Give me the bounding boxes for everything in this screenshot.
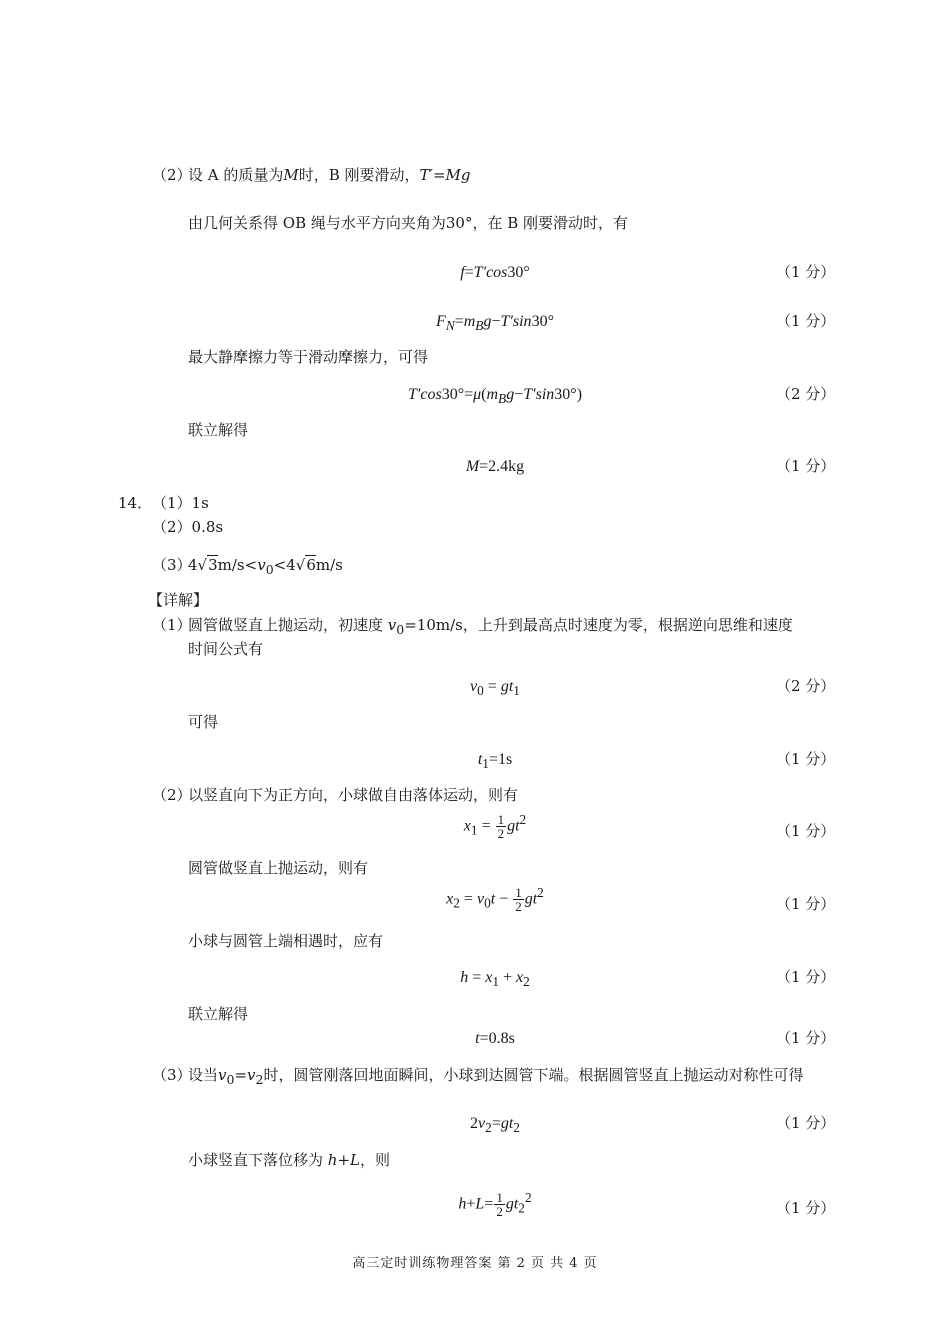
answer-3-label: （3） — [152, 556, 192, 574]
score: （1 分） — [776, 895, 836, 913]
drop-text: 小球竖直下落位移为 h+L，则 — [188, 1151, 391, 1169]
part-label: （1） — [152, 616, 192, 634]
get-text: 可得 — [188, 713, 219, 731]
equation-t1: $t_1=1s$ — [477, 751, 513, 772]
part3-text: 设当$v_0=v_2$时，圆管刚落回地面瞬间，小球到达圆管下端。根据圆管竖直上抛运动对称性可得 — [188, 1066, 804, 1087]
equation-balance: $T'\cos 30^\circ=\mu(m_Bg-T'\sin 30^\circ)$ — [407, 386, 583, 407]
equation-t-result: t=0.8s — [475, 1030, 515, 1047]
part-label: （3） — [152, 1066, 192, 1084]
part-label: （2） — [152, 166, 192, 184]
answer-3: $4√3m/s<v_0<4√6m/s$ — [188, 556, 343, 577]
score: （1 分） — [776, 1199, 836, 1217]
question-number: 14． — [118, 494, 153, 512]
equation-normal-force: $F_N=m_Bg-T'\sin 30^\circ$ — [436, 313, 554, 334]
score: （1 分） — [776, 968, 836, 986]
part1-text-line1: 圆管做竖直上抛运动，初速度 $v_0=10m/s$，上升到最高点时速度为零，根据逆向思维和速度 — [188, 616, 793, 637]
detail-heading: 【详解】 — [148, 591, 209, 609]
score: （2 分） — [776, 385, 836, 403]
solve-text: 联立解得 — [188, 421, 249, 439]
solve-text: 联立解得 — [188, 1005, 249, 1023]
equation-h-plus-L: h+L= $\frac{1}{2}$ $gt_2^2$ — [458, 1189, 532, 1220]
answer-1: （1）1s — [152, 494, 209, 512]
tube-text: 圆管做竖直上抛运动，则有 — [188, 859, 369, 877]
part-label: （2） — [152, 786, 192, 804]
friction-text: 最大静摩擦力等于滑动摩擦力，可得 — [188, 348, 429, 366]
equation-v0: $v_0 = gt_1$ — [470, 678, 520, 699]
score: （1 分） — [776, 1114, 836, 1132]
score: （1 分） — [776, 312, 836, 330]
part1-text-line2: 时间公式有 — [188, 640, 264, 658]
equation-mass-result: M=2.4kg — [465, 458, 525, 475]
score: （1 分） — [776, 263, 836, 281]
score: （2 分） — [776, 677, 836, 695]
meet-text: 小球与圆管上端相遇时，应有 — [188, 932, 384, 950]
equation-friction: f=T′cos30° — [460, 264, 530, 281]
score: （1 分） — [776, 822, 836, 840]
intro-text: 设 A 的质量为M时，B 刚要滑动，T′=Mg — [188, 166, 471, 184]
geometry-text: 由几何关系得 OB 绳与水平方向夹角为30°，在 B 刚要滑动时，有 — [188, 214, 629, 232]
equation-h: $h = x_1 + x_2$ — [460, 969, 530, 990]
score: （1 分） — [776, 750, 836, 768]
score: （1 分） — [776, 1029, 836, 1047]
answer-2: （2）0.8s — [152, 518, 224, 536]
equation-2v2: $2v_2=gt_2$ — [470, 1115, 520, 1136]
equation-x2: $x_2 = v_0t$ − $\frac{1}{2}$ $gt^2$ — [446, 884, 544, 915]
part2-text: 以竖直向下为正方向，小球做自由落体运动，则有 — [188, 786, 519, 804]
score: （1 分） — [776, 457, 836, 475]
page-footer: 高三定时训练物理答案 第 2 页 共 4 页 — [352, 1256, 598, 1271]
equation-x1: $x_1$ = $\frac{1}{2}$ $gt^2$ — [463, 811, 527, 842]
